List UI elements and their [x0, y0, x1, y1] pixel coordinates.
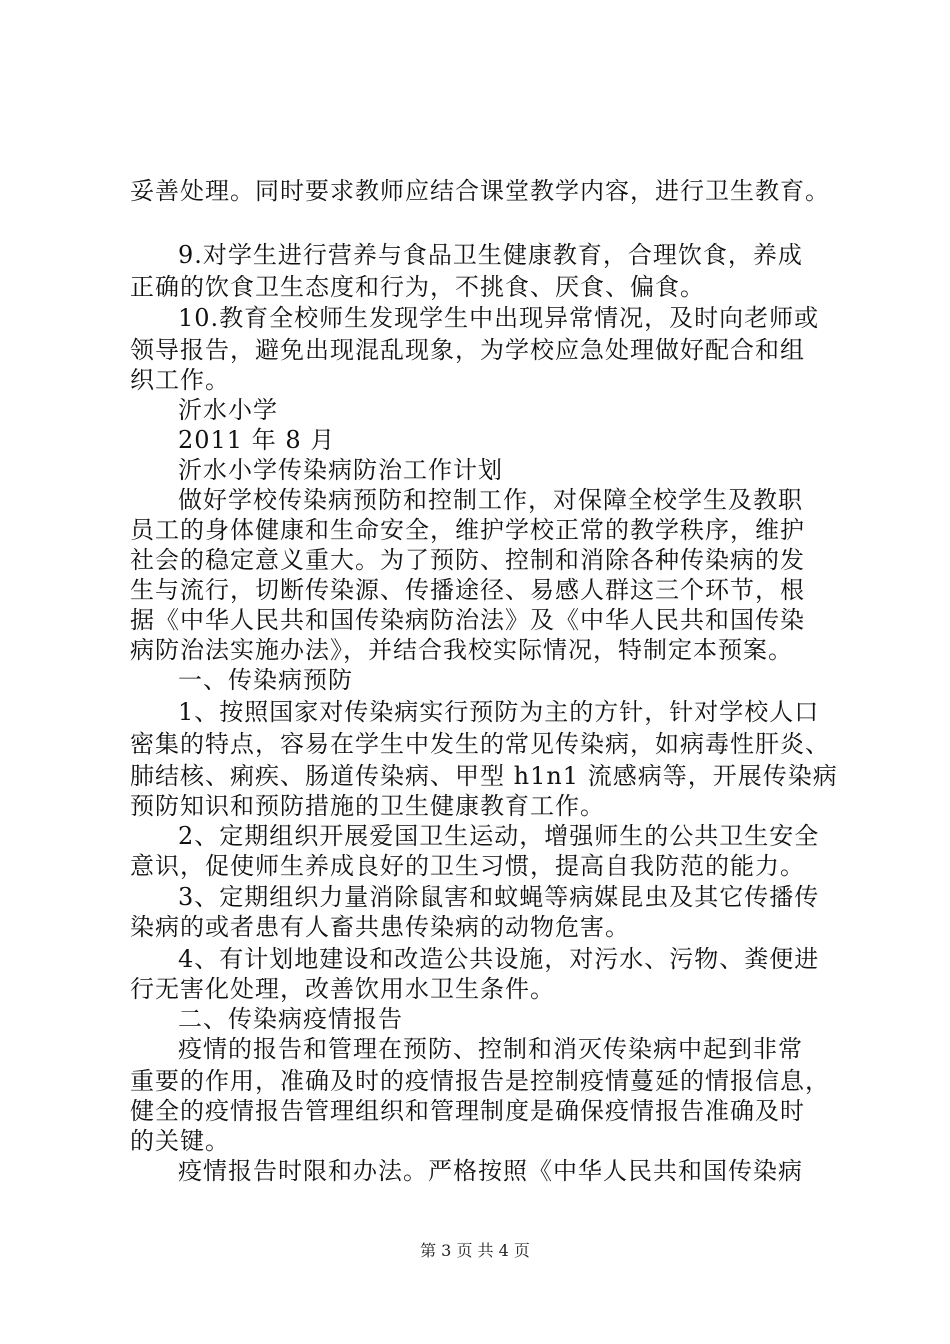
text-line: 织工作。 [130, 366, 230, 394]
text-line: 意识，促使师生养成良好的卫生习惯，提高自我防范的能力。 [130, 852, 805, 880]
text-line: 重要的作用，准确及时的疫情报告是控制疫情蔓延的情报信息， [130, 1067, 830, 1095]
text-line: 的关键。 [130, 1127, 230, 1155]
text-line: 健全的疫情报告管理组织和管理制度是确保疫情报告准确及时 [130, 1097, 805, 1125]
text-line: 病防治法实施办法》，并结合我校实际情况，特制定本预案。 [130, 636, 793, 664]
text-line: 领导报告，避免出现混乱现象，为学校应急处理做好配合和组 [130, 336, 805, 364]
text-line: 疫情报告时限和办法。严格按照《中华人民共和国传染病 [178, 1157, 803, 1185]
text-line: 4、有计划地建设和改造公共设施，对污水、污物、粪便进 [178, 945, 820, 973]
text-line: 10.教育全校师生发现学生中出现异常情况，及时向老师或 [178, 304, 820, 332]
text-line: 行无害化处理，改善饮用水卫生条件。 [130, 975, 555, 1003]
signature-school: 沂水小学 [178, 396, 278, 424]
text-line: 据《中华人民共和国传染病防治法》及《中华人民共和国传染 [130, 606, 805, 634]
page-number-footer: 第 3 页 共 4 页 [420, 1241, 530, 1260]
text-line: 肺结核、痢疾、肠道传染病、甲型 h1n1 流感病等，开展传染病 [130, 762, 838, 790]
section-heading: 二、传染病疫情报告 [178, 1005, 403, 1033]
text-line: 妥善处理。同时要求教师应结合课堂教学内容，进行卫生教育。 [130, 177, 830, 205]
text-line: 密集的特点，容易在学生中发生的常见传染病，如病毒性肝炎、 [130, 730, 830, 758]
text-line: 疫情的报告和管理在预防、控制和消灭传染病中起到非常 [178, 1035, 803, 1063]
signature-date: 2011 年 8 月 [178, 426, 336, 454]
text-line: 1、按照国家对传染病实行预防为主的方针，针对学校人口 [178, 698, 820, 726]
text-line: 预防知识和预防措施的卫生健康教育工作。 [130, 792, 605, 820]
text-line: 社会的稳定意义重大。为了预防、控制和消除各种传染病的发 [130, 546, 805, 574]
text-line: 正确的饮食卫生态度和行为，不挑食、厌食、偏食。 [130, 273, 705, 301]
text-line: 员工的身体健康和生命安全，维护学校正常的教学秩序，维护 [130, 516, 805, 544]
document-title: 沂水小学传染病防治工作计划 [178, 456, 503, 484]
text-line: 2、定期组织开展爱国卫生运动，增强师生的公共卫生安全 [178, 822, 820, 850]
text-line: 3、定期组织力量消除鼠害和蚊蝇等病媒昆虫及其它传播传 [178, 883, 820, 911]
text-line: 染病的或者患有人畜共患传染病的动物危害。 [130, 913, 630, 941]
text-line: 做好学校传染病预防和控制工作，对保障全校学生及教职 [178, 486, 803, 514]
text-line: 9.对学生进行营养与食品卫生健康教育，合理饮食，养成 [178, 241, 803, 269]
text-line: 生与流行，切断传染源、传播途径、易感人群这三个环节，根 [130, 576, 805, 604]
section-heading: 一、传染病预防 [178, 666, 353, 694]
